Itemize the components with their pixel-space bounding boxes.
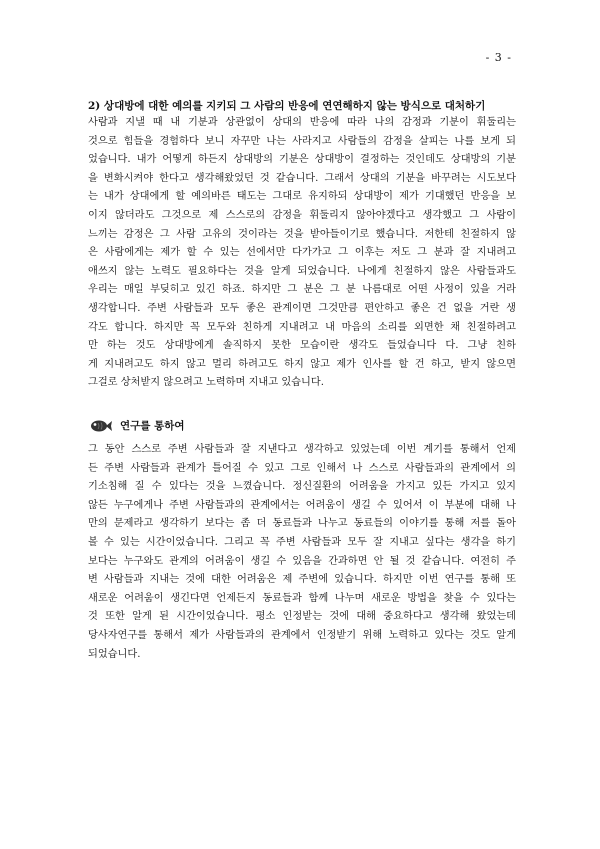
research-line: 당사자연구를 통해서 제가 사람들과의 관계에서 인정받기 위해 노력하고 있다는 것도 알게: [88, 629, 516, 641]
body-line: 게 지내려고도 하지 않고 멀리 하려고도 하지 않고 제가 인사를 할 건 하고, 받지 않으면: [88, 358, 516, 370]
research-line: 않든 누구에게나 주변 사람들과의 관계에서는 어려움이 생길 수 있어서 이 부분에 대해 나: [88, 499, 516, 511]
body-line: 은 사람에게는 제가 할 수 있는 선에서만 다가가고 그 이후는 저도 그 분과 잘 지내려고: [88, 247, 516, 259]
research-line: 되었습니다.: [88, 648, 141, 660]
page-number: - 3 -: [485, 51, 512, 64]
research-line: 것 또한 알게 된 시간이었습니다. 평소 인정받는 것에 대해 중요하다고 생각해 왔었는데: [88, 611, 516, 623]
body-line: 그걸로 상처받지 않으려고 노력하며 지내고 있습니다.: [88, 377, 324, 389]
body-line: 사람과 지낼 때 내 기분과 상관없이 상대의 반응에 따라 나의 감정과 기분이 휘둘리는: [88, 117, 516, 128]
research-line: 새로운 어려움이 생긴다면 언제든지 동료들과 함께 나누며 새로운 방법을 찾을 수 있다는: [88, 592, 516, 604]
fish-icon: [90, 419, 112, 433]
research-line: 그 동안 스스로 주변 사람들과 잘 지낸다고 생각하고 있었는데 이번 계기를 통해서 언제: [88, 444, 516, 455]
body-line: 애쓰지 않는 노력도 필요하다는 것을 알게 되었습니다. 나에게 친절하지 않은 사람들과도: [88, 265, 516, 277]
research-line: 든 주변 사람들과 관계가 틀어질 수 있고 그로 인해서 나 스스로 사람들과의 관계에서 의: [88, 462, 516, 474]
body-line: 만 하는 것도 상대방에게 솔직하지 못한 모습이란 생각도 들었습니다 다. 그냥 친하: [88, 340, 516, 352]
body-line: 것으로 힘들을 경험하다 보니 자꾸만 나는 사라지고 사람들의 감정을 살피는 나를 보게 되: [88, 135, 516, 147]
section-heading: 2) 상대방에 대한 예의를 지키되 그 사람의 반응에 연연해하지 않는 방식으로 대처하기: [88, 100, 486, 112]
body-line: 었습니다. 내가 어떻게 하든지 상대방의 기분은 상대방이 결정하는 것인데도 상대방의 기분: [88, 154, 516, 166]
body-line: 이지 않더라도 그것으로 제 스스로의 감정을 휘둘리지 않아야겠다고 생각했고 그 사람이: [88, 209, 516, 221]
body-line: 생각합니다. 주변 사람들과 모두 좋은 관계이면 그것만큼 편안하고 좋은 건 없을 거란 생: [88, 302, 516, 314]
research-line: 변 사람들과 지내는 것에 대한 어려움은 제 주변에 있습니다. 하지만 이번 연구를 통해 또: [88, 574, 516, 586]
research-title: 연구를 통하여: [120, 420, 185, 432]
research-subheading: [90, 418, 185, 433]
research-line: 기소침해 질 수 있다는 것을 느꼈습니다. 정신질환의 어려움을 가지고 있든 가지고 있지: [88, 481, 516, 493]
body-line: 느끼는 감정은 그 사람 고유의 것이라는 것을 받아들이기로 했습니다. 저한테 친절하지 않: [88, 228, 516, 240]
research-line: 볼 수 있는 시간이었습니다. 그리고 꼭 주변 사람들과 모두 잘 지내고 싶다는 생각을 하기: [88, 536, 516, 548]
research-body: [88, 441, 516, 664]
body-line: 는 내가 상대에게 할 예의바른 태도는 그대로 유지하되 상대방이 제가 기대했던 반응을 보: [88, 191, 516, 203]
body-line: 각도 합니다. 하지만 꼭 모두와 친하게 지내려고 내 마음의 소리를 외면한 채 친절하려고: [88, 321, 516, 333]
research-line: 보다는 누구와도 관계의 어려움이 생길 수 있음을 간과하면 안 될 것 같습니다. 여전히 주: [88, 555, 516, 567]
body-line: 우리는 매일 부딪히고 있긴 하죠. 하지만 그 분은 그 분 나름대로 어떤 사정이 있을 거라: [88, 284, 516, 296]
body-line: 을 변화시켜야 한다고 생각해왔었던 것 같습니다. 그래서 상대의 기분을 바꾸려는 시도보다: [88, 172, 516, 184]
section-body: [88, 114, 516, 393]
research-line: 만의 문제라고 생각하기 보다는 좀 더 동료들과 나누고 동료들의 이야기를 통해 저를 돌아: [88, 518, 516, 530]
